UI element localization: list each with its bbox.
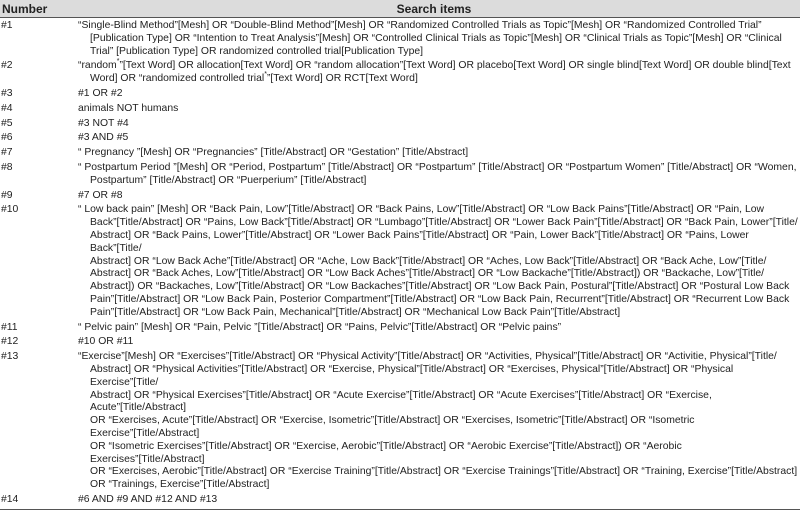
table-row <box>0 320 800 335</box>
search-line: #3 NOT #4 <box>78 117 129 129</box>
search-line: OR “Trainings, Exercise”[Title/Abstract] <box>90 479 270 491</box>
search-line: #7 OR #8 <box>78 189 123 201</box>
row-number: #2 <box>1 60 13 72</box>
search-line: Pain”[Title/Abstract] OR “Low Back Pain, Mechanical”[Title/Abstract] OR “Mechanical Low Back Pain”[Title/Abstract] <box>90 306 621 318</box>
table-row <box>0 18 800 59</box>
row-number: #7 <box>1 147 13 159</box>
row-number: #8 <box>1 161 13 173</box>
row-number: #9 <box>1 189 13 201</box>
search-items-cell <box>68 188 800 203</box>
row-number: #3 <box>1 87 13 99</box>
row-number: #12 <box>1 336 19 348</box>
text-fragment: ”[Text Word] OR allocation[Text Word] OR “random allocation”[Text Word] OR placebo[Text Word] OR single blind[Text Word] OR double blind[Text <box>119 60 791 72</box>
row-number: #14 <box>0 492 68 509</box>
search-line: “ Low back pain” [Mesh] OR “Back Pain, Low”[Title/Abstract] OR “Back Pains, Low”[Title/Abstract] OR “Low Back Pains”[Title/Abstract] OR “Pain, Low <box>78 204 765 216</box>
search-line: Abstract] OR “Back Pains, Lower”[Title/Abstract] OR “Lower Back Pains”[Title/Abstract] OR “Pain, Lower Back”[Title/Abstract] OR “Pains, Lower Back”[Title/ <box>90 229 749 254</box>
search-line <box>78 73 798 86</box>
search-items-cell <box>68 86 800 101</box>
table-row <box>0 130 800 145</box>
search-line: Postpartum” [Title/Abstract] OR “Puerperium” [Title/Abstract] <box>90 174 367 186</box>
search-line: OR “Exercises, Aerobic”[Title/Abstract] OR “Exercise Training”[Title/Abstract] OR “Exercise Trainings”[Title/Abstract] OR “Training, Exercise”[Title/Abstract] <box>90 466 798 478</box>
search-line <box>78 60 798 73</box>
search-line: Abstract] OR “Low Back Ache”[Title/Abstract] OR “Ache, Low Back”[Title/Abstract] OR “Aches, Low Back”[Title/Abstract] OR “Back Ache, Low”[Title/ <box>90 255 767 267</box>
search-line: #6 AND #9 AND #12 AND #13 <box>78 493 218 505</box>
search-items-cell <box>68 492 800 509</box>
table-row <box>0 202 800 319</box>
search-items-cell <box>68 130 800 145</box>
table-row <box>0 145 800 160</box>
table-row <box>0 86 800 101</box>
search-items-cell <box>68 116 800 131</box>
table-row <box>0 349 800 492</box>
search-line: animals NOT humans <box>78 102 179 114</box>
row-number: #5 <box>1 117 13 129</box>
row-number: #11 <box>1 321 18 333</box>
table-row <box>0 58 800 86</box>
search-items-cell <box>68 145 800 160</box>
table-row <box>0 101 800 116</box>
number-column-header: Number <box>0 0 68 18</box>
search-items-column-header: Search items <box>68 0 800 18</box>
table-row <box>0 492 800 509</box>
table-row <box>0 116 800 131</box>
search-items-cell <box>68 349 800 492</box>
search-line: Pain”[Title/Abstract] OR “Low Back Pain, Posterior Compartment”[Title/Abstract] OR “Low Back Pain, Recurrent”[Title/Abstract] OR “Recurrent Low Back <box>90 293 790 305</box>
truncation-mark: * <box>116 58 120 66</box>
text-fragment: “random <box>78 60 117 72</box>
search-items-cell <box>68 18 800 59</box>
table-row <box>0 160 800 188</box>
search-line: “ Pelvic pain” [Mesh] OR “Pain, Pelvic ”[Title/Abstract] OR “Pains, Pelvic”[Title/Abstract] OR “Pelvic pains” <box>78 321 562 333</box>
table-header-row <box>0 0 800 18</box>
search-line: Abstract] OR “Physical Activities”[Title/Abstract] OR “Exercise, Physical”[Title/Abstract] OR “Exercises, Physical”[Title/Abstract] OR “Physical Exercise”[Title/ <box>90 363 734 388</box>
search-line: “ Pregnancy ”[Mesh] OR “Pregnancies” [Title/Abstract] OR “Gestation” [Title/Abstract] <box>78 147 469 159</box>
search-line: “Exercise”[Mesh] OR “Exercises”[Title/Abstract] OR “Physical Activity”[Title/Abstract] OR “Activities, Physical”[Title/Abstract] OR “Activitie, Physical”[Title/ <box>78 351 777 363</box>
text-fragment: Word] OR “randomized controlled trial <box>90 73 265 85</box>
search-items-cell <box>68 334 800 349</box>
search-items-cell <box>68 58 800 86</box>
row-number: #13 <box>1 351 19 363</box>
search-line: OR “Isometric Exercises”[Title/Abstract] OR “Exercise, Aerobic”[Title/Abstract] OR “Aerobic Exercise”[Title/Abstract]) OR “Aerobic Exercises”[Title/Abstract] <box>90 440 682 465</box>
row-number: #6 <box>1 132 13 144</box>
row-number: #1 <box>1 20 13 31</box>
search-line: Abstract] OR “Physical Exercises”[Title/Abstract] OR “Acute Exercise”[Title/Abstract] OR “Acute Exercises”[Title/Abstract] OR “Exercise, Acute”[Title/Abstract] <box>90 389 712 414</box>
text-fragment: ”[Text Word] OR RCT[Text Word] <box>266 73 418 85</box>
search-line: OR “Exercises, Acute”[Title/Abstract] OR “Exercise, Isometric”[Title/Abstract] OR “Exercises, Isometric”[Title/Abstract] OR “Isometric Exercise”[Title/Abstract] <box>90 415 695 439</box>
table-row <box>0 188 800 203</box>
search-line: “Single-Blind Method”[Mesh] OR “Double-Blind Method”[Mesh] OR “Randomized Controlled Trials as Topic”[Mesh] OR “Randomized Controlled Trial” <box>78 20 762 31</box>
row-number: #4 <box>1 102 13 114</box>
search-line: Back”[Title/Abstract] OR “Pains, Low Back”[Title/Abstract] OR “Lumbago”[Title/Abstract] OR “Lower Back Pain”[Title/Abstract] OR “Back Pain, Lower”[Title/ <box>90 217 798 229</box>
search-line: Abstract]) OR “Backaches, Low”[Title/Abstract] OR “Low Backaches”[Title/Abstract] OR “Low Back Pain, Postural”[Title/Abstract] OR “Postural Low Back <box>90 281 790 293</box>
search-line: Trial” [Publication Type] OR randomized controlled trial[Publication Type] <box>90 45 424 57</box>
search-items-cell <box>68 202 800 319</box>
search-line: “ Postpartum Period ”[Mesh] OR “Period, Postpartum” [Title/Abstract] OR “Postpartum” [Title/Abstract] OR “Postpartum Women” [Title/Abstract] OR “Women, <box>78 161 797 173</box>
search-items-cell <box>68 320 800 335</box>
search-items-cell <box>68 160 800 188</box>
search-items-cell <box>68 101 800 116</box>
search-line: [Publication Type] OR “Intention to Treat Analysis”[Mesh] OR “Controlled Clinical Trials as Topic”[Mesh] OR “Clinical Trials as Topic”[Mesh] OR “Clinical <box>90 32 782 44</box>
search-line: #1 OR #2 <box>78 87 123 99</box>
row-number: #10 <box>1 204 19 216</box>
search-line: #10 OR #11 <box>78 336 134 348</box>
search-line: Abstract] OR “Back Aches, Low”[Title/Abstract] OR “Low Back Aches”[Title/Abstract] OR “Low Backache”[Title/Abstract]) OR “Backache, Low”[Title/ <box>90 268 765 280</box>
table-row <box>0 334 800 349</box>
search-line: #3 AND #5 <box>78 132 129 144</box>
truncation-mark: * <box>264 71 267 79</box>
